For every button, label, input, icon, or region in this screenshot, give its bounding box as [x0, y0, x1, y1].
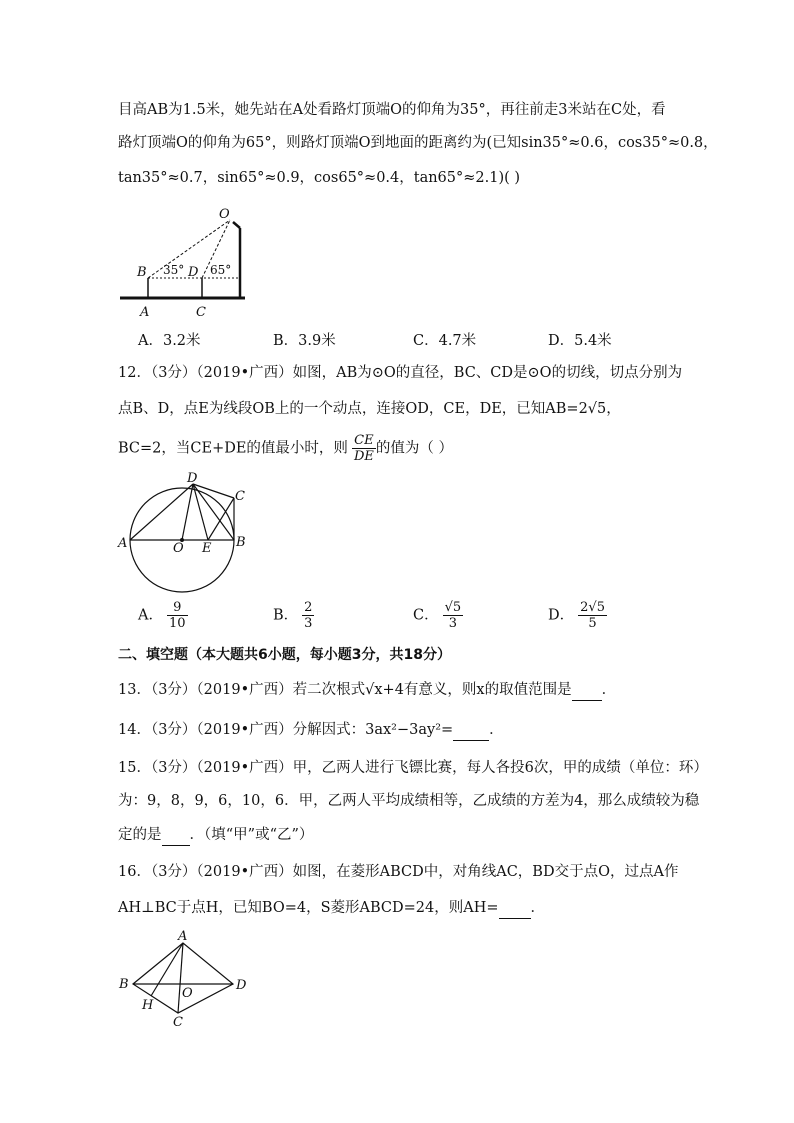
- q12-option-b: B． $\frac{2}{3}$: [273, 600, 313, 631]
- segment-de: [193, 484, 208, 540]
- lamp-arm: [233, 222, 240, 228]
- label-angle-65: 65°: [210, 263, 232, 277]
- label-d: D: [236, 978, 247, 993]
- diagonal-ac: [178, 943, 183, 1013]
- q15-line-2: 为：9，8，9，6，10，6．甲，乙两人平均成绩相等，乙成绩的方差为4，那么成绩较为稳: [118, 793, 700, 809]
- label-angle-35: 35°: [163, 263, 185, 277]
- q12-line-2: 点B、D，点E为线段OB上的一个动点，连接OD，CE，DE，已知AB=2√5，: [118, 401, 621, 417]
- q11-line-3: tan35°≈0.7，sin65°≈0.9，cos65°≈0.4，tan65°≈2.1)( ): [118, 170, 521, 186]
- q12-option-c: C． $\frac{√5}{3}$: [413, 600, 462, 631]
- q16-line-1: 16．（3分）（2019•广西）如图，在菱形ABCD中，对角线AC，BD交于点O，过点A作: [118, 864, 679, 880]
- q12-line-3-post: 的值为（ ）: [375, 440, 453, 457]
- label-h: H: [142, 998, 154, 1013]
- label-o: O: [173, 541, 184, 556]
- q12-line-3-pre: BC=2，当CE+DE的值最小时，则: [118, 440, 348, 457]
- q12-fraction-num: CE: [352, 433, 376, 449]
- q15-line-1: 15．（3分）（2019•广西）甲，乙两人进行飞镖比赛，每人各投6次，甲的成绩（单位：环）: [118, 760, 708, 776]
- label-d: D: [188, 265, 199, 280]
- q12-option-d: D． $\frac{2√5}{5}$: [548, 600, 605, 631]
- label-o: O: [182, 986, 193, 1001]
- label-b: B: [236, 535, 246, 550]
- label-c: C: [173, 1015, 183, 1028]
- q11-line-1: 目高AB为1.5米，她先站在A处看路灯顶端O的仰角为35°，再往前走3米站在C处，看: [118, 102, 666, 118]
- q15-line-3: 定的是 ．（填“甲”或“乙”）: [118, 825, 313, 846]
- q12-fraction-den: DE: [353, 449, 374, 464]
- label-b: B: [119, 977, 129, 992]
- label-c: C: [235, 489, 245, 504]
- q14-answer-blank[interactable]: [453, 720, 489, 741]
- q11-line-2: 路灯顶端O的仰角为65°，则路灯顶端O到地面的距离约为(已知sin35°≈0.6，cos35°≈0.8，: [118, 135, 718, 151]
- section-2-title: 二、填空题（本大题共6小题，每小题3分，共18分）: [118, 647, 451, 663]
- label-c: C: [196, 305, 206, 320]
- q11-option-a: A．3.2米: [138, 333, 201, 349]
- q14-line: 14．（3分）（2019•广西）分解因式：3ax²−3ay²= ．: [118, 720, 504, 741]
- q15-answer-blank[interactable]: [162, 825, 190, 846]
- label-d: D: [187, 471, 198, 486]
- label-o: O: [219, 207, 230, 222]
- q11-option-d: D．5.4米: [548, 333, 612, 349]
- q11-figure: [115, 200, 255, 325]
- label-a: A: [118, 536, 128, 551]
- q16-answer-blank[interactable]: [499, 898, 531, 919]
- label-a: A: [140, 305, 150, 320]
- segment-ah: [151, 943, 183, 996]
- q12-line-3: [118, 433, 453, 464]
- q12-figure: [115, 470, 260, 595]
- q12-line-1: 12．（3分）（2019•广西）如图，AB为⊙O的直径，BC、CD是⊙O的切线，切点分别为: [118, 365, 683, 381]
- q16-line-2: AH⊥BC于点H，已知BO=4，S菱形ABCD=24，则AH= ．: [118, 898, 545, 919]
- q12-fraction: [352, 433, 376, 464]
- label-a: A: [178, 929, 188, 944]
- q11-option-b: B．3.9米: [273, 333, 336, 349]
- q13-line: 13．（3分）（2019•广西）若二次根式√x+4有意义，则x的取值范围是 ．: [118, 680, 616, 701]
- q13-answer-blank[interactable]: [572, 680, 602, 701]
- label-b: B: [137, 265, 147, 280]
- label-e: E: [202, 541, 212, 556]
- q11-option-c: C．4.7米: [413, 333, 477, 349]
- q16-figure: [113, 928, 258, 1028]
- q12-option-a: A． $\frac{9}{10}$: [138, 600, 186, 631]
